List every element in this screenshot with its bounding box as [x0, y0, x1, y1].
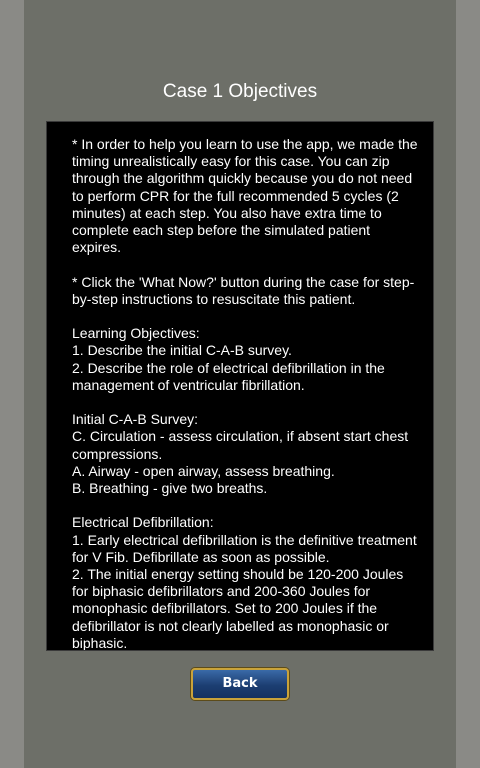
left-margin	[0, 0, 24, 768]
page-title: Case 1 Objectives	[162, 81, 318, 102]
objectives-text: * In order to help you learn to use the app, we made the timing unrealistically easy for this case. You can zip through the algorithm quickly because you do not need to perform CPR for the full recommended 5 cycles (2 minutes) at each step. You also have extra time to complete each step before the simulated patient expires. * Click the 'What Now?' button during the case for step-by-step instructions to resuscitate this patient. Learning Objectives: 1. Describe the initial C-A-B survey. 2. Describe the role of electrical defibrillation in the management of ventricular fibrillation. Initial C-A-B Survey: C. Circulation - assess circulation, if absent start chest compressions. A. Airway - open airway, assess breathing. B. Breathing - give two breaths. Electrical Defibrillation: 1. Early electrical defibrillation is the definitive treatment for V Fib. Defibrillate as soon as possible. 2. The initial energy setting should be 120-200 Joules for biphasic defibrillators and 200-360 Joules for monophasic defibrillators. Set to 200 Joules if the defibrillator is not clearly labelled as monophasic or biphasic.	[72, 136, 418, 651]
back-button[interactable]: Back	[191, 668, 289, 700]
right-margin	[456, 0, 480, 768]
objectives-scroll-area[interactable]	[46, 121, 434, 651]
